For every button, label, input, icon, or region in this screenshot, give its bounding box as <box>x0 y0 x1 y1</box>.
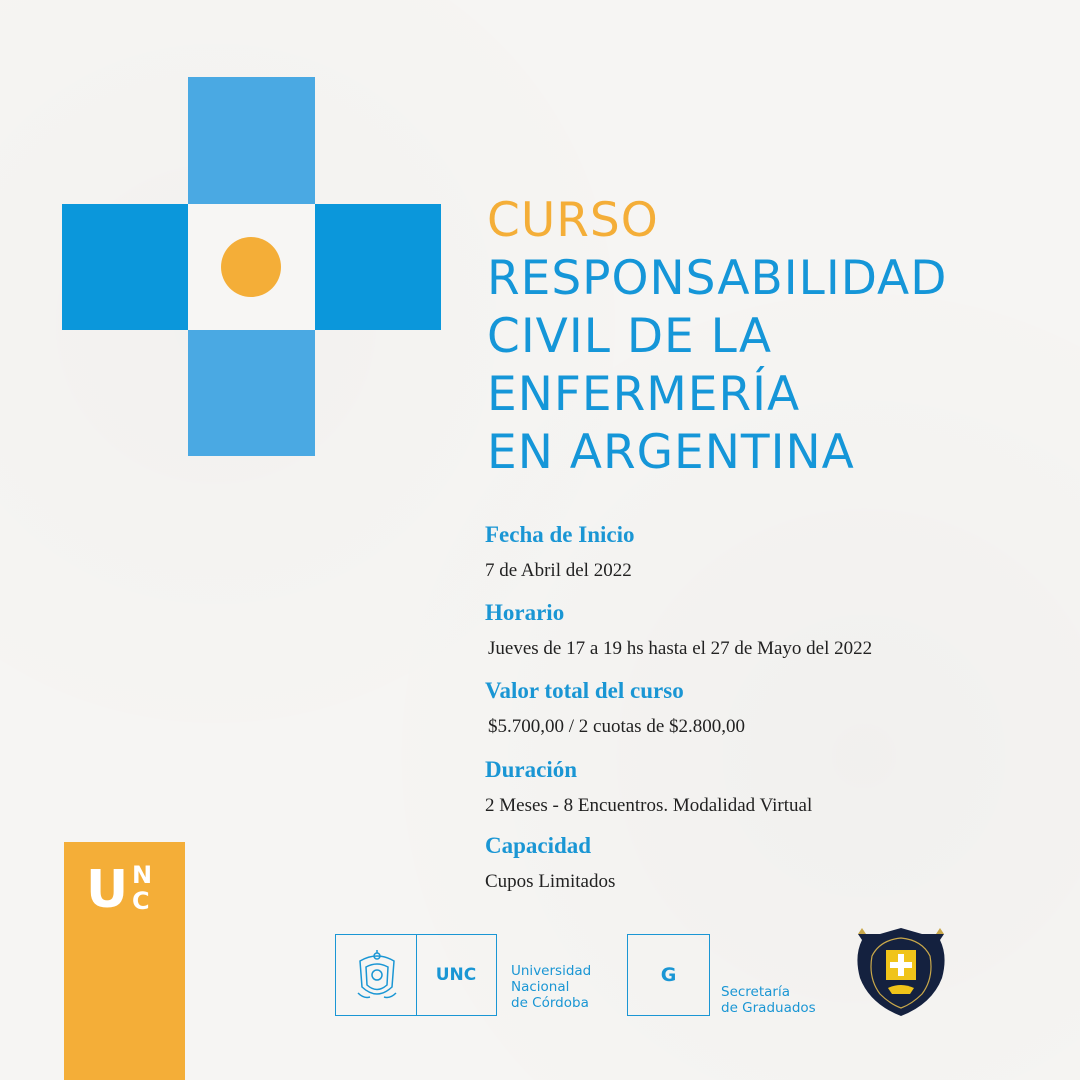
g-logo-box: G <box>627 934 710 1016</box>
cross-top-square <box>188 77 315 204</box>
unc-side-bar <box>64 842 185 1080</box>
start-date-label: Fecha de Inicio <box>485 522 635 547</box>
duration-value: 2 Meses - 8 Encuentros. Modalidad Virtual <box>485 795 813 816</box>
unc-bar-c: C <box>132 887 150 915</box>
course-title <box>487 192 1067 482</box>
university-line-1: Universidad <box>511 963 592 979</box>
title-line-1: RESPONSABILIDAD <box>487 251 948 306</box>
unc-logo-box <box>335 934 497 1016</box>
duration-label: Duración <box>485 757 577 782</box>
title-line-2: CIVIL DE LA <box>487 309 773 364</box>
capacity-label: Capacidad <box>485 833 592 858</box>
cross-right-square <box>315 204 441 330</box>
cross-bottom-square <box>188 330 315 456</box>
capacity-value: Cupos Limitados <box>485 871 616 892</box>
unc-bar-n: N <box>132 861 153 889</box>
unc-bar-logo <box>86 862 166 922</box>
title-curso: CURSO <box>487 193 659 248</box>
university-name <box>511 963 591 1011</box>
unc-crest-icon <box>354 947 400 1005</box>
price-label: Valor total del curso <box>485 678 684 703</box>
association-badge-icon <box>852 926 950 1018</box>
university-line-3: de Córdoba <box>511 995 589 1011</box>
unc-bar-u: U <box>86 860 129 920</box>
university-line-2: Nacional <box>511 979 570 995</box>
cross-left-square <box>62 204 188 330</box>
schedule-label: Horario <box>485 600 565 625</box>
schedule-value: Jueves de 17 a 19 hs hasta el 27 de Mayo del 2022 <box>488 638 873 659</box>
sun-circle <box>221 237 281 297</box>
title-line-3: ENFERMERÍA <box>487 367 801 422</box>
schedule-section <box>485 599 1065 661</box>
title-line-4: EN ARGENTINA <box>487 425 855 480</box>
capacity-section <box>485 832 1065 894</box>
secretaria-line-1: Secretaría <box>721 984 790 1000</box>
price-value: $5.700,00 / 2 cuotas de $2.800,00 <box>488 716 746 737</box>
unc-box-text: UNC <box>435 965 477 985</box>
start-date-value: 7 de Abril del 2022 <box>485 560 632 581</box>
secretaria-name <box>721 984 816 1016</box>
price-section <box>485 677 1065 739</box>
secretaria-line-2: de Graduados <box>721 1000 816 1016</box>
start-date-section <box>485 521 1065 583</box>
duration-section <box>485 756 1065 818</box>
